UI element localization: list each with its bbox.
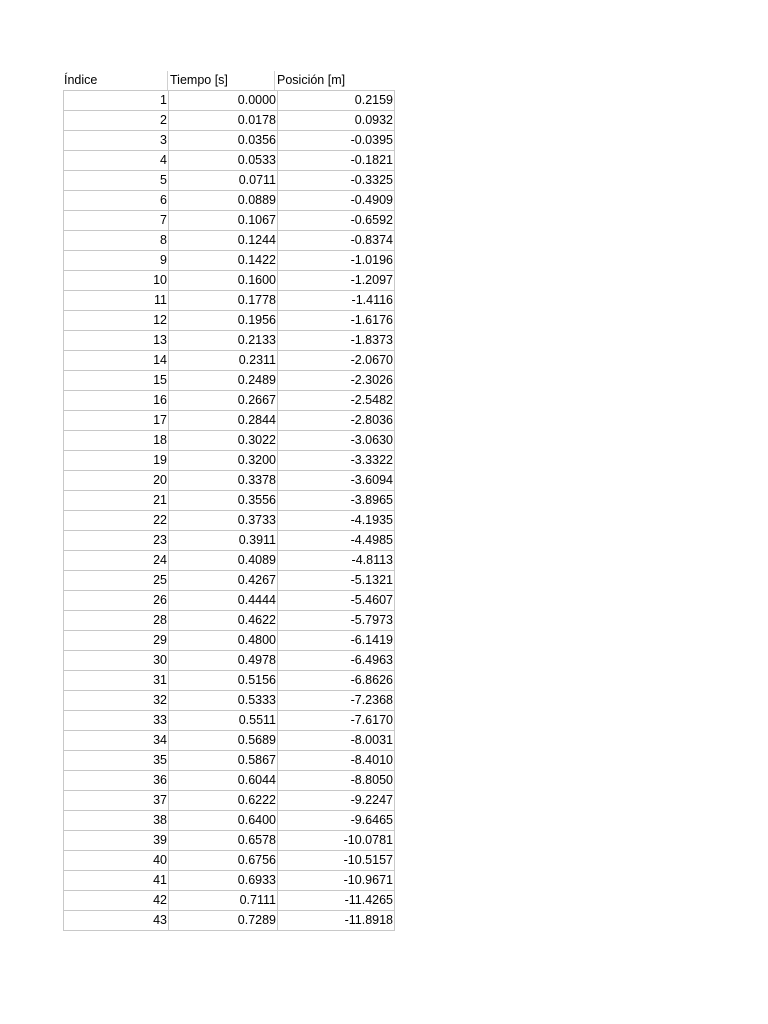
index-cell: 1 xyxy=(64,91,169,111)
position-cell: -2.8036 xyxy=(278,411,395,431)
time-cell: 0.1067 xyxy=(169,211,278,231)
table-row xyxy=(64,251,395,271)
position-cell: -1.8373 xyxy=(278,331,395,351)
position-cell: -1.0196 xyxy=(278,251,395,271)
time-cell: 0.5333 xyxy=(169,691,278,711)
position-cell: -7.6170 xyxy=(278,711,395,731)
table-row xyxy=(64,571,395,591)
time-cell: 0.4800 xyxy=(169,631,278,651)
table-row xyxy=(64,391,395,411)
table-row xyxy=(64,631,395,651)
index-cell: 35 xyxy=(64,751,169,771)
table-row xyxy=(64,271,395,291)
index-cell: 36 xyxy=(64,771,169,791)
index-cell: 41 xyxy=(64,871,169,891)
header-time: Tiempo [s] xyxy=(167,71,228,90)
index-cell: 29 xyxy=(64,631,169,651)
time-cell: 0.6756 xyxy=(169,851,278,871)
position-cell: -3.8965 xyxy=(278,491,395,511)
position-cell: -11.8918 xyxy=(278,911,395,931)
index-cell: 15 xyxy=(64,371,169,391)
position-cell: -2.0670 xyxy=(278,351,395,371)
time-cell: 0.4444 xyxy=(169,591,278,611)
time-cell: 0.7289 xyxy=(169,911,278,931)
time-cell: 0.4978 xyxy=(169,651,278,671)
time-cell: 0.0533 xyxy=(169,151,278,171)
time-cell: 0.1956 xyxy=(169,311,278,331)
time-cell: 0.3200 xyxy=(169,451,278,471)
table-row xyxy=(64,491,395,511)
index-cell: 30 xyxy=(64,651,169,671)
table-row xyxy=(64,311,395,331)
time-cell: 0.3378 xyxy=(169,471,278,491)
table-row xyxy=(64,891,395,911)
index-cell: 3 xyxy=(64,131,169,151)
time-cell: 0.2133 xyxy=(169,331,278,351)
table-row xyxy=(64,551,395,571)
index-cell: 40 xyxy=(64,851,169,871)
table-row xyxy=(64,911,395,931)
table-row xyxy=(64,771,395,791)
table-row xyxy=(64,351,395,371)
index-cell: 24 xyxy=(64,551,169,571)
position-cell: -4.4985 xyxy=(278,531,395,551)
position-cell: -6.1419 xyxy=(278,631,395,651)
position-cell: -10.0781 xyxy=(278,831,395,851)
time-cell: 0.4622 xyxy=(169,611,278,631)
index-cell: 4 xyxy=(64,151,169,171)
table-row xyxy=(64,191,395,211)
index-cell: 33 xyxy=(64,711,169,731)
position-cell: -10.5157 xyxy=(278,851,395,871)
table-row xyxy=(64,451,395,471)
position-cell: -0.4909 xyxy=(278,191,395,211)
time-cell: 0.3556 xyxy=(169,491,278,511)
position-cell: -0.3325 xyxy=(278,171,395,191)
index-cell: 39 xyxy=(64,831,169,851)
table-row xyxy=(64,711,395,731)
position-cell: -1.4116 xyxy=(278,291,395,311)
table-row xyxy=(64,611,395,631)
table-row xyxy=(64,751,395,771)
position-cell: -11.4265 xyxy=(278,891,395,911)
time-cell: 0.1600 xyxy=(169,271,278,291)
table-row xyxy=(64,471,395,491)
index-cell: 31 xyxy=(64,671,169,691)
table-row xyxy=(64,511,395,531)
position-cell: -1.6176 xyxy=(278,311,395,331)
table-row xyxy=(64,171,395,191)
time-cell: 0.3733 xyxy=(169,511,278,531)
index-cell: 13 xyxy=(64,331,169,351)
index-cell: 10 xyxy=(64,271,169,291)
time-cell: 0.0000 xyxy=(169,91,278,111)
index-cell: 28 xyxy=(64,611,169,631)
header-row xyxy=(63,71,391,90)
position-cell: -3.6094 xyxy=(278,471,395,491)
index-cell: 26 xyxy=(64,591,169,611)
time-cell: 0.3911 xyxy=(169,531,278,551)
position-cell: 0.2159 xyxy=(278,91,395,111)
table-row xyxy=(64,871,395,891)
time-cell: 0.6222 xyxy=(169,791,278,811)
time-cell: 0.1422 xyxy=(169,251,278,271)
position-cell: -9.2247 xyxy=(278,791,395,811)
header-index: Índice xyxy=(64,73,98,87)
table-row xyxy=(64,591,395,611)
index-cell: 18 xyxy=(64,431,169,451)
position-cell: -6.8626 xyxy=(278,671,395,691)
index-cell: 5 xyxy=(64,171,169,191)
position-cell: -0.1821 xyxy=(278,151,395,171)
index-cell: 23 xyxy=(64,531,169,551)
position-cell: -0.0395 xyxy=(278,131,395,151)
data-sheet xyxy=(63,71,395,931)
time-cell: 0.0356 xyxy=(169,131,278,151)
index-cell: 17 xyxy=(64,411,169,431)
index-cell: 8 xyxy=(64,231,169,251)
position-cell: -1.2097 xyxy=(278,271,395,291)
position-cell: -5.7973 xyxy=(278,611,395,631)
table-row xyxy=(64,131,395,151)
time-cell: 0.5689 xyxy=(169,731,278,751)
time-cell: 0.6044 xyxy=(169,771,278,791)
time-cell: 0.7111 xyxy=(169,891,278,911)
index-cell: 20 xyxy=(64,471,169,491)
position-cell: -5.1321 xyxy=(278,571,395,591)
index-cell: 25 xyxy=(64,571,169,591)
table-body xyxy=(64,91,395,931)
data-table xyxy=(63,90,395,931)
position-cell: -4.8113 xyxy=(278,551,395,571)
table-row xyxy=(64,831,395,851)
index-cell: 2 xyxy=(64,111,169,131)
time-cell: 0.4089 xyxy=(169,551,278,571)
position-cell: -7.2368 xyxy=(278,691,395,711)
index-cell: 19 xyxy=(64,451,169,471)
index-cell: 34 xyxy=(64,731,169,751)
time-cell: 0.0889 xyxy=(169,191,278,211)
table-row xyxy=(64,231,395,251)
table-row xyxy=(64,791,395,811)
index-cell: 42 xyxy=(64,891,169,911)
table-row xyxy=(64,671,395,691)
time-cell: 0.5511 xyxy=(169,711,278,731)
position-cell: -6.4963 xyxy=(278,651,395,671)
position-cell: -3.3322 xyxy=(278,451,395,471)
index-cell: 16 xyxy=(64,391,169,411)
position-cell: -9.6465 xyxy=(278,811,395,831)
position-cell: -0.6592 xyxy=(278,211,395,231)
index-cell: 11 xyxy=(64,291,169,311)
index-cell: 38 xyxy=(64,811,169,831)
index-cell: 32 xyxy=(64,691,169,711)
position-cell: -2.5482 xyxy=(278,391,395,411)
position-cell: -10.9671 xyxy=(278,871,395,891)
table-row xyxy=(64,411,395,431)
table-row xyxy=(64,331,395,351)
time-cell: 0.2844 xyxy=(169,411,278,431)
time-cell: 0.3022 xyxy=(169,431,278,451)
header-position: Posición [m] xyxy=(274,71,345,90)
position-cell: -8.4010 xyxy=(278,751,395,771)
position-cell: -5.4607 xyxy=(278,591,395,611)
table-row xyxy=(64,651,395,671)
time-cell: 0.6400 xyxy=(169,811,278,831)
time-cell: 0.4267 xyxy=(169,571,278,591)
time-cell: 0.5156 xyxy=(169,671,278,691)
position-cell: -0.8374 xyxy=(278,231,395,251)
time-cell: 0.6933 xyxy=(169,871,278,891)
time-cell: 0.0711 xyxy=(169,171,278,191)
position-cell: 0.0932 xyxy=(278,111,395,131)
time-cell: 0.2489 xyxy=(169,371,278,391)
time-cell: 0.1244 xyxy=(169,231,278,251)
index-cell: 7 xyxy=(64,211,169,231)
index-cell: 37 xyxy=(64,791,169,811)
table-row xyxy=(64,431,395,451)
table-row xyxy=(64,91,395,111)
table-row xyxy=(64,211,395,231)
table-row xyxy=(64,111,395,131)
index-cell: 22 xyxy=(64,511,169,531)
index-cell: 12 xyxy=(64,311,169,331)
table-row xyxy=(64,531,395,551)
time-cell: 0.6578 xyxy=(169,831,278,851)
time-cell: 0.5867 xyxy=(169,751,278,771)
time-cell: 0.2311 xyxy=(169,351,278,371)
index-cell: 9 xyxy=(64,251,169,271)
index-cell: 14 xyxy=(64,351,169,371)
time-cell: 0.1778 xyxy=(169,291,278,311)
table-row xyxy=(64,811,395,831)
position-cell: -3.0630 xyxy=(278,431,395,451)
index-cell: 6 xyxy=(64,191,169,211)
table-row xyxy=(64,291,395,311)
position-cell: -8.8050 xyxy=(278,771,395,791)
time-cell: 0.2667 xyxy=(169,391,278,411)
table-row xyxy=(64,371,395,391)
table-row xyxy=(64,731,395,751)
table-row xyxy=(64,151,395,171)
position-cell: -4.1935 xyxy=(278,511,395,531)
index-cell: 21 xyxy=(64,491,169,511)
time-cell: 0.0178 xyxy=(169,111,278,131)
table-row xyxy=(64,691,395,711)
index-cell: 43 xyxy=(64,911,169,931)
position-cell: -8.0031 xyxy=(278,731,395,751)
table-row xyxy=(64,851,395,871)
position-cell: -2.3026 xyxy=(278,371,395,391)
